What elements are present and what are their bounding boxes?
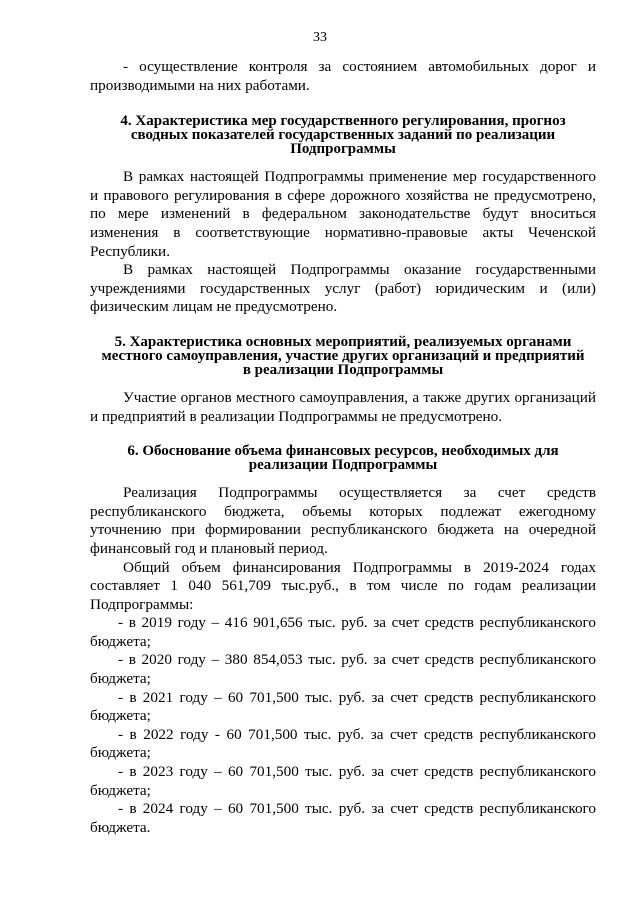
section-4-title-line: сводных показателей государственных заданий по реализации: [130, 127, 556, 144]
section-4-paragraph: В рамках настоящей Подпрограммы оказание государственными учреждениями государственных услуг (работ) юридическим и (или) физическим лицам не предусмотрено.: [90, 261, 596, 316]
section-6-title-line: 6. Обоснование объема финансовых ресурсов, необходимых для: [127, 443, 559, 460]
section-6-title-line: реализации Подпрограммы: [248, 457, 438, 474]
funding-year-item: - в 2021 году – 60 701,500 тыс. руб. за счет средств республиканского бюджета;: [90, 688, 596, 725]
section-6-paragraph: Общий объем финансирования Подпрограммы в 2019-2024 годах составляет 1 040 561,709 тыс.руб., в том числе по годам реализации Подпрограммы:: [90, 558, 596, 613]
section-4-paragraph: В рамках настоящей Подпрограммы применение мер государственного и правового регулирования в сфере дорожного хозяйства не предусмотрено, по мере изменений в федеральном законодательстве будут вноситься изменения в соответствующие нормативно-правовые акты Чеченской Республики.: [90, 168, 596, 260]
funding-year-item: - в 2022 году - 60 701,500 тыс. руб. за счет средств республиканского бюджета;: [90, 725, 596, 762]
section-5-title-line: в реализации Подпрограммы: [242, 361, 444, 378]
section-6-title: [90, 444, 596, 472]
section-6-paragraph: Реализация Подпрограммы осуществляется за счет средств республиканского бюджета, объемы которых подлежат ежегодному уточнению при формировании республиканского бюджета на очередной финансовый год и плановый период.: [90, 484, 596, 557]
funding-year-item: - в 2020 году – 380 854,053 тыс. руб. за счет средств республиканского бюджета;: [90, 651, 596, 688]
funding-year-item: - в 2024 году – 60 701,500 тыс. руб. за счет средств республиканского бюджета.: [90, 800, 596, 836]
section-4-title: [90, 114, 596, 156]
lead-paragraph: - осуществление контроля за состоянием автомобильных дорог и производимыми на них работами.: [90, 58, 596, 94]
page-number: 33: [313, 30, 327, 45]
document-body: [90, 58, 596, 837]
section-4-title-line: 4. Характеристика мер государственного регулирования, прогноз: [120, 113, 566, 130]
funding-year-item: - в 2023 году – 60 701,500 тыс. руб. за счет средств республиканского бюджета;: [90, 763, 596, 799]
funding-year-item: - в 2019 году – 416 901,656 тыс. руб. за счет средств республиканского бюджета;: [90, 614, 596, 650]
section-4-title-line: Подпрограммы: [290, 141, 396, 158]
section-5-paragraph: Участие органов местного самоуправления, а также других организаций и предприятий в реализации Подпрограммы не предусмотрено.: [90, 388, 596, 425]
section-5-title: [90, 335, 596, 377]
section-5-title-line: местного самоуправления, участие других организаций и предприятий: [101, 347, 585, 364]
section-5-title-line: 5. Характеристика основных мероприятий, реализуемых органами: [114, 333, 572, 350]
